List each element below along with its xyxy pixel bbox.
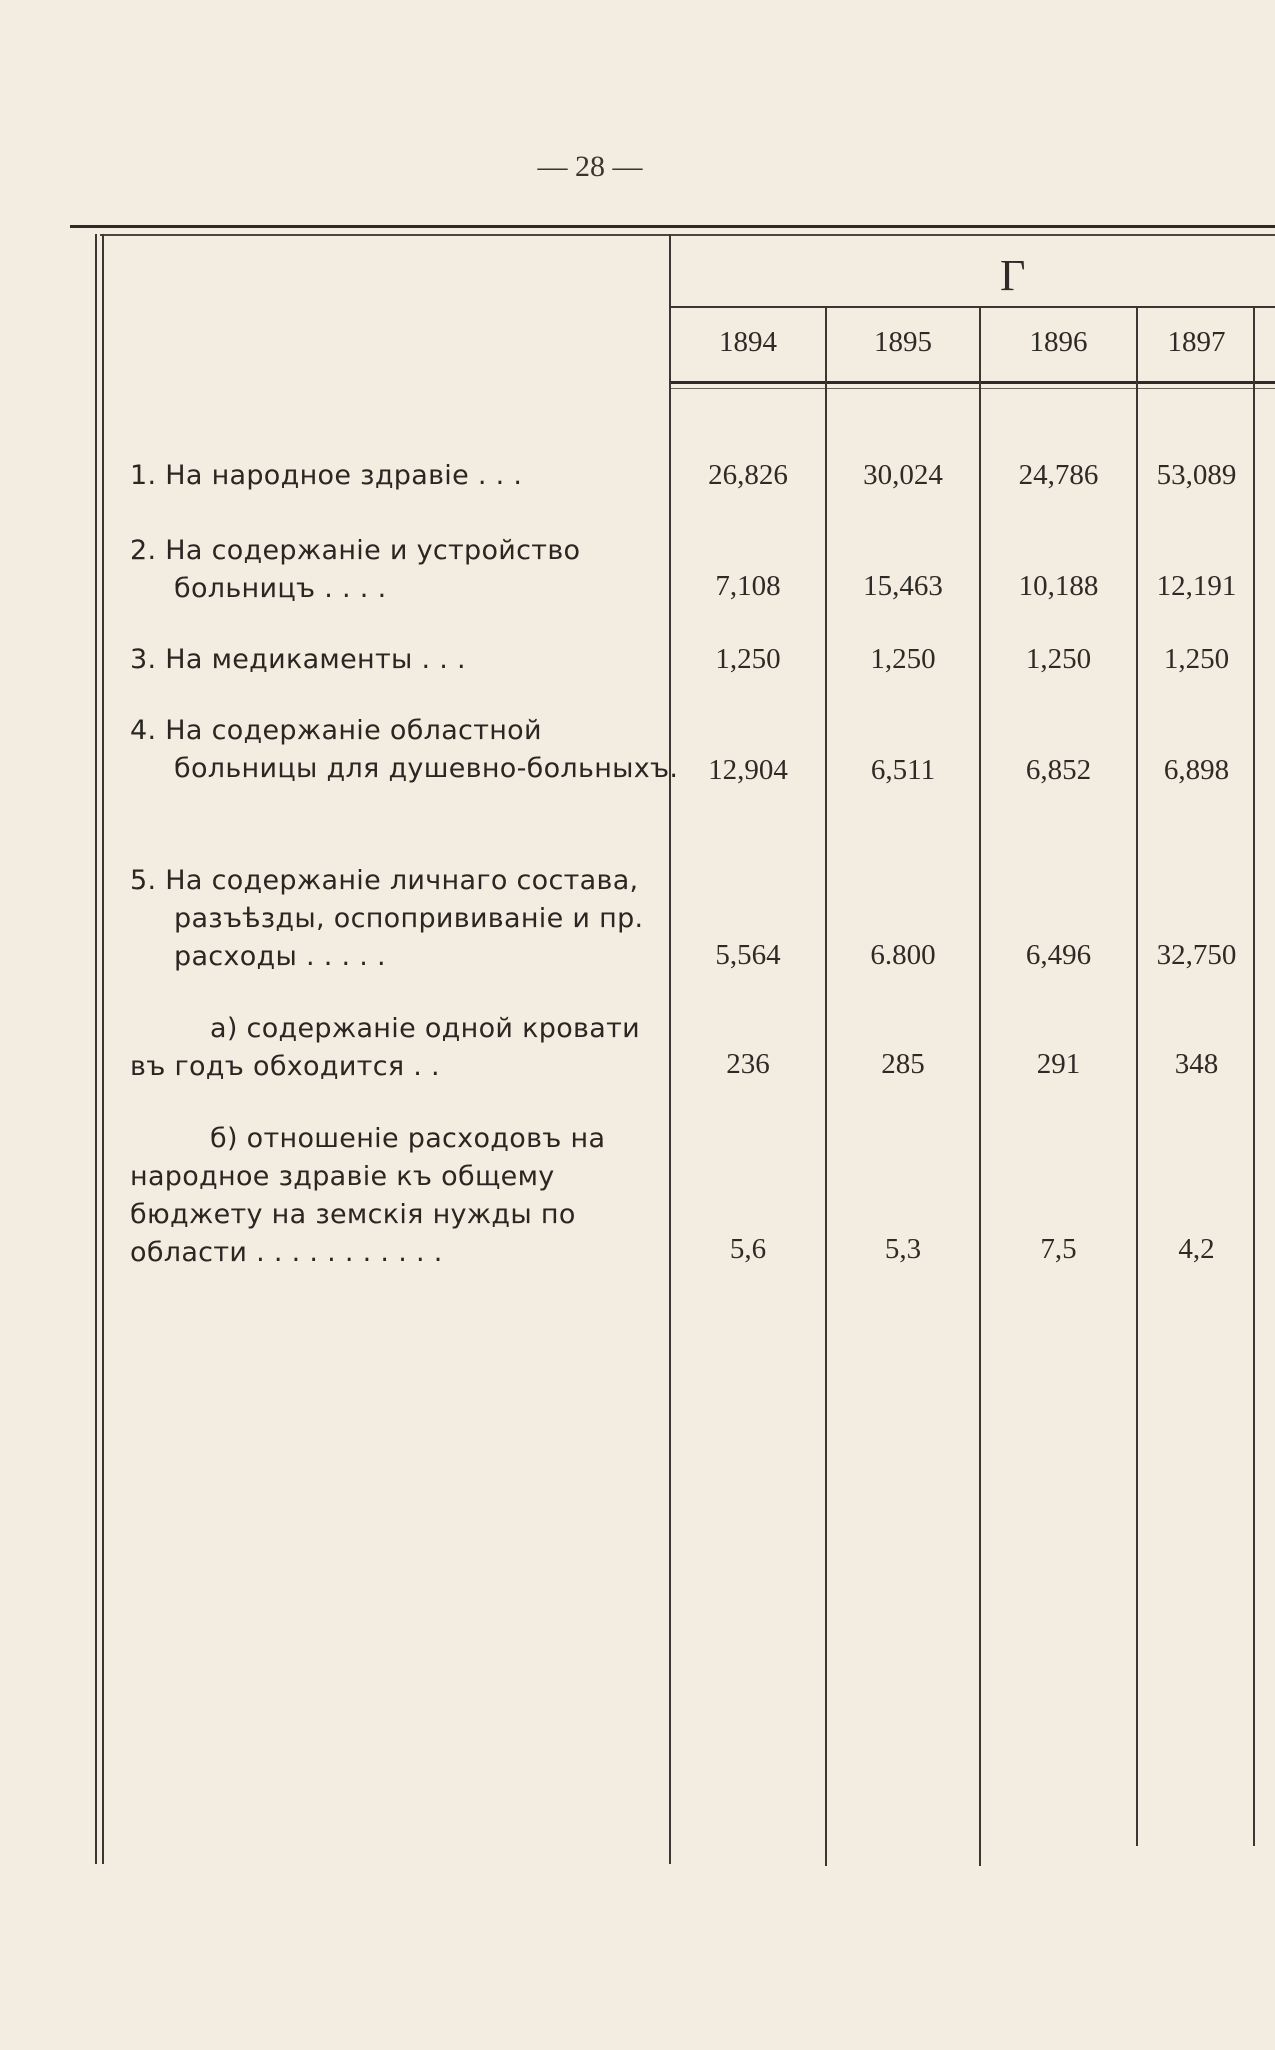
cell-r1-1897: 53,089 <box>1156 459 1237 491</box>
group-header-rule <box>670 306 1275 308</box>
cell-r1-1896: 24,786 <box>1018 459 1099 491</box>
group-header: Г <box>1000 251 1026 300</box>
years-rule <box>670 381 1275 384</box>
cell-r5a-1894: 236 <box>726 1048 770 1080</box>
col-line-2 <box>825 306 827 1866</box>
cell-r2-1895: 15,463 <box>863 570 943 602</box>
col-line-3 <box>979 306 981 1866</box>
row-label-1: 1. На народное здравіе . . . <box>130 460 523 491</box>
row-label-3: 3. На медикаменты . . . <box>130 644 466 675</box>
cell-r5a-1896: 291 <box>1036 1048 1081 1080</box>
row-label-5: 5. На содержаніе личнаго состава, разъѣзды, оспопрививаніе и пр. расходы . . . . . <box>130 865 644 972</box>
col-line-4 <box>1136 306 1138 1846</box>
cell-r4-1894: 12,904 <box>708 754 788 786</box>
left-border <box>95 234 97 1864</box>
cell-r1-1895: 30,024 <box>863 459 943 491</box>
year-1897: 1897 <box>1167 326 1226 358</box>
cell-r5b-1897: 4,2 <box>1178 1233 1215 1265</box>
cell-r2-1897: 12,191 <box>1156 570 1237 602</box>
cell-r5b-1895: 5,3 <box>884 1233 922 1265</box>
cell-r4-1896: 6,852 <box>1025 754 1092 786</box>
cell-r5b-1896: 7,5 <box>1040 1233 1077 1265</box>
cell-r4-1897: 6,898 <box>1163 754 1230 786</box>
cell-r4-1895: 6,511 <box>870 754 936 786</box>
cell-r5-1897: 32,750 <box>1156 939 1237 971</box>
cell-r5-1894: 5,564 <box>715 939 781 971</box>
row-label-4: 4. На содержаніе областной больницы для душевно-больныхъ. <box>130 715 679 784</box>
left-border-inner <box>102 234 104 1864</box>
year-1896: 1896 <box>1029 326 1088 358</box>
cell-r5b-1894: 5,6 <box>729 1233 767 1265</box>
years-rule-thin <box>670 388 1275 389</box>
cell-r5a-1897: 348 <box>1174 1048 1219 1080</box>
page-number: — 28 — <box>537 150 643 183</box>
cell-r5-1895: 6.800 <box>870 939 936 971</box>
row-label-5b: б) отношеніе расходовъ на народное здравіе къ общему бюджету на земскія нужды по области . . . . . . . . . . . <box>130 1123 606 1268</box>
row-label-2: 2. На содержаніе и устройство больницъ . . . . <box>130 535 581 604</box>
cell-r5-1896: 6,496 <box>1025 939 1092 971</box>
cell-r3-1897: 1,250 <box>1163 643 1230 675</box>
cell-r3-1894: 1,250 <box>715 643 781 675</box>
row-label-5a: а) содержаніе одной кровати въ годъ обходится . . <box>130 1013 640 1082</box>
cell-r3-1895: 1,250 <box>870 643 936 675</box>
year-1894: 1894 <box>719 326 777 358</box>
top-rule <box>70 225 1275 228</box>
cell-r2-1894: 7,108 <box>715 570 781 602</box>
year-1895: 1895 <box>874 326 932 358</box>
cell-r3-1896: 1,250 <box>1025 643 1092 675</box>
cell-r2-1896: 10,188 <box>1018 570 1099 602</box>
cell-r1-1894: 26,826 <box>708 459 788 491</box>
cell-r5a-1895: 285 <box>881 1048 925 1080</box>
top-rule-thin <box>100 234 1275 236</box>
